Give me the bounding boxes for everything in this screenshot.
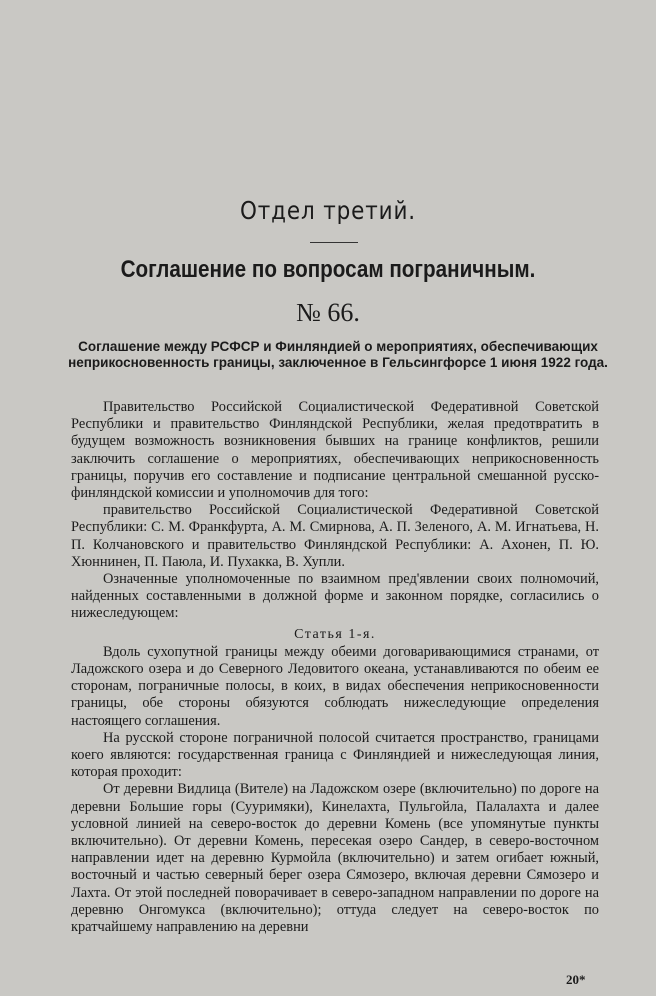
paragraph: Означенные уполномоченные по взаимном пред'явлении своих полномочий, найденных составленными в должной форме и законном порядке, согласились о нижеследующем: — [71, 571, 599, 622]
agreement-subheading: Соглашение между РСФСР и Финляндией о мероприятиях, обеспечивающих неприкосновенность границы, заключенное в Гельсингфорсе 1 июня 1922 года. — [68, 339, 608, 370]
article-paragraph: Вдоль сухопутной границы между обеими договаривающимися странами, от Ладожского озера и до Северного Ледовитого океана, устанавливаются по обеим ее сторонам, пограничные полосы, в коих, в видах обеспечения неприкосновенности границы, обе стороны обязуются соблюдать нижеследующие определения настоящего соглашения. — [71, 643, 599, 729]
divider — [310, 242, 358, 243]
document-number: № 66. — [296, 298, 360, 327]
main-heading: Соглашение по вопросам пограничным. — [120, 256, 536, 283]
article-paragraph: На русской стороне пограничной полосой считается пространство, границами коего являются: государственная граница с Финляндией и нижеследующая линия, которая проходит: — [71, 729, 599, 781]
paragraph: Правительство Российской Социалистической Федеративной Советской Республики и правительство Финляндской Республики, желая предотвратить в будущем возможность возникновения бывших на границе конфликтов, решили заключить соглашение о мероприятиях, обеспечивающих неприкосновенность границы, поручив его составление и подписание центральной смешанной русско-финляндской комиссии и уполномочив для того: — [71, 399, 599, 502]
body-text — [71, 399, 599, 936]
section-title: Отдел третий. — [239, 196, 417, 225]
paragraph: правительство Российской Социалистической Федеративной Советской Республики: С. М. Франкфурта, А. М. Смирнова, А. П. Зеленого, А. М. Игнатьева, Н. П. Колчановского и правительство Финляндской Республики: А. Ахонен, П. Ю. Хюннинен, П. Паюла, И. Пухакка, В. Хупли. — [71, 502, 599, 570]
page-number: 20* — [566, 972, 586, 987]
article-title: Статья 1-я. — [294, 626, 376, 642]
article-paragraph: От деревни Видлица (Вителе) на Ладожском озере (включительно) по дороге на деревни Большие горы (Сууримяки), Кинелахта, Пульгойла, Палалахта и далее условной линией на северо-восток до деревни Комень (все упомянутые пункты включительно). От деревни Комень, пересекая озеро Сандер, в северо-восточном направлении идет на деревню Курмойла (включительно) и затем огибает южный, восточный и частью северный берег озера Сямозеро, включая деревни Сямозеро и Лахта. От этой последней поворачивает в северо-западном направлении по дороге на деревню Онгомукса (включительно); оттуда следует на северо-восток по кратчайшему направлению на деревни — [71, 781, 599, 936]
